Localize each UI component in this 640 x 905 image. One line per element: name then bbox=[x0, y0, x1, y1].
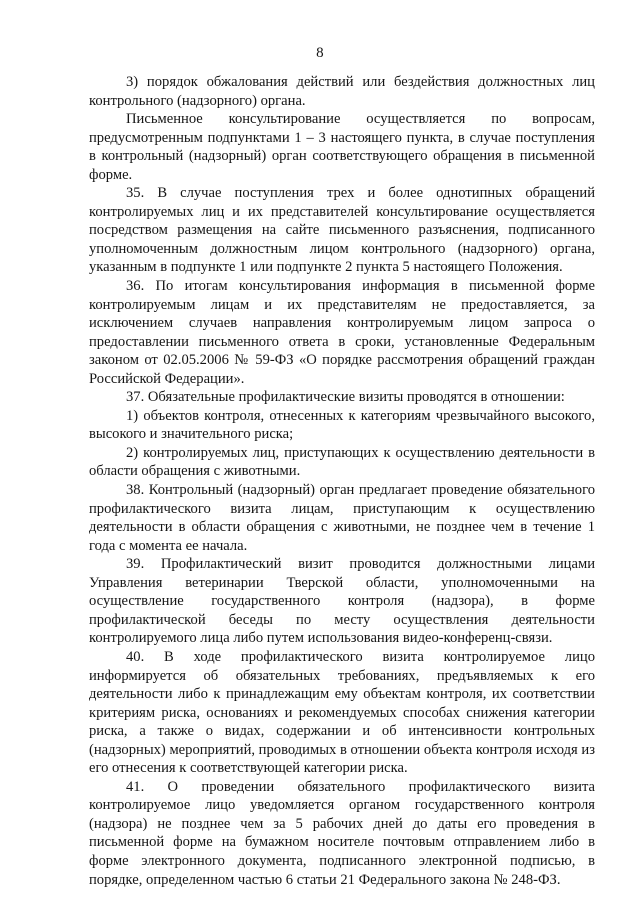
paragraph-41: 41. О проведении обязательного профилактического визита контролируемое лицо уведомляется органом государственного контроля (надзора) не позднее чем за 5 рабочих дней до даты его проведения в письменной форме на бумажном носителе почтовым отправлением либо в форме электронного документа, подписанного электронной подписью, в порядке, определенном частью 6 статьи 21 Федерального закона № 248-ФЗ. bbox=[89, 778, 595, 888]
paragraph-37-item-1: 1) объектов контроля, отнесенных к категориям чрезвычайного высокого, высокого и значительного риска; bbox=[89, 407, 595, 443]
document-body bbox=[89, 73, 595, 889]
paragraph-38: 38. Контрольный (надзорный) орган предлагает проведение обязательного профилактического визита лицам, приступающим к осуществлению деятельности в области обращения с животными, не позднее чем в течение 1 года с момента ее начала. bbox=[89, 482, 595, 554]
paragraph-37: 37. Обязательные профилактические визиты проводятся в отношении: bbox=[126, 389, 565, 406]
paragraph-36: 36. По итогам консультирования информация в письменной форме контролируемым лицам и их представителям не предоставляется, за исключением случаев направления контролируемым лицом запроса о предоставлении письменного ответа в сроки, установленные Федеральным законом от 02.05.2006 № 59-ФЗ «О порядке рассмотрения обращений граждан Российской Федерации». bbox=[89, 278, 595, 387]
paragraph-37-item-2: 2) контролируемых лиц, приступающих к осуществлению деятельности в области обращения с животными. bbox=[89, 444, 595, 480]
paragraph-40: 40. В ходе профилактического визита контролируемое лицо информируется об обязательных требованиях, предъявляемых к его деятельности либо к принадлежащим ему объектам контроля, их соответствии критериям риска, основаниях и рекомендуемых способах снижения категории риска, а также о видах, содержании и об интенсивности контрольных (надзорных) мероприятий, проводимых в отношении объекта контроля исходя из его отнесения к соответствующей категории риска. bbox=[89, 648, 595, 777]
paragraph-written-consulting: Письменное консультирование осуществляется по вопросам, предусмотренным подпунктами 1 – 3 настоящего пункта, в случае поступления в контрольный (надзорный) орган соответствующего обращения в письменной форме. bbox=[89, 111, 595, 183]
paragraph-35: 35. В случае поступления трех и более однотипных обращений контролируемых лиц и их представителей консультирование осуществляется посредством размещения на сайте письменного разъяснения, подписанного уполномоченным должностным лицом контрольного (надзорного) органа, указанным в подпункте 1 или подпункте 2 пункта 5 настоящего Положения. bbox=[89, 185, 595, 276]
paragraph-39: 39. Профилактический визит проводится должностными лицами Управления ветеринарии Тверской области, уполномоченными на осуществление государственного контроля (надзора), в форме профилактической беседы по месту осуществления деятельности контролируемого лица либо путем использования видео-конференц-связи. bbox=[89, 556, 595, 647]
paragraph-item-3-appeal: 3) порядок обжалования действий или бездействия должностных лиц контрольного (надзорного) органа. bbox=[89, 74, 595, 109]
page-number: 8 bbox=[316, 45, 324, 61]
